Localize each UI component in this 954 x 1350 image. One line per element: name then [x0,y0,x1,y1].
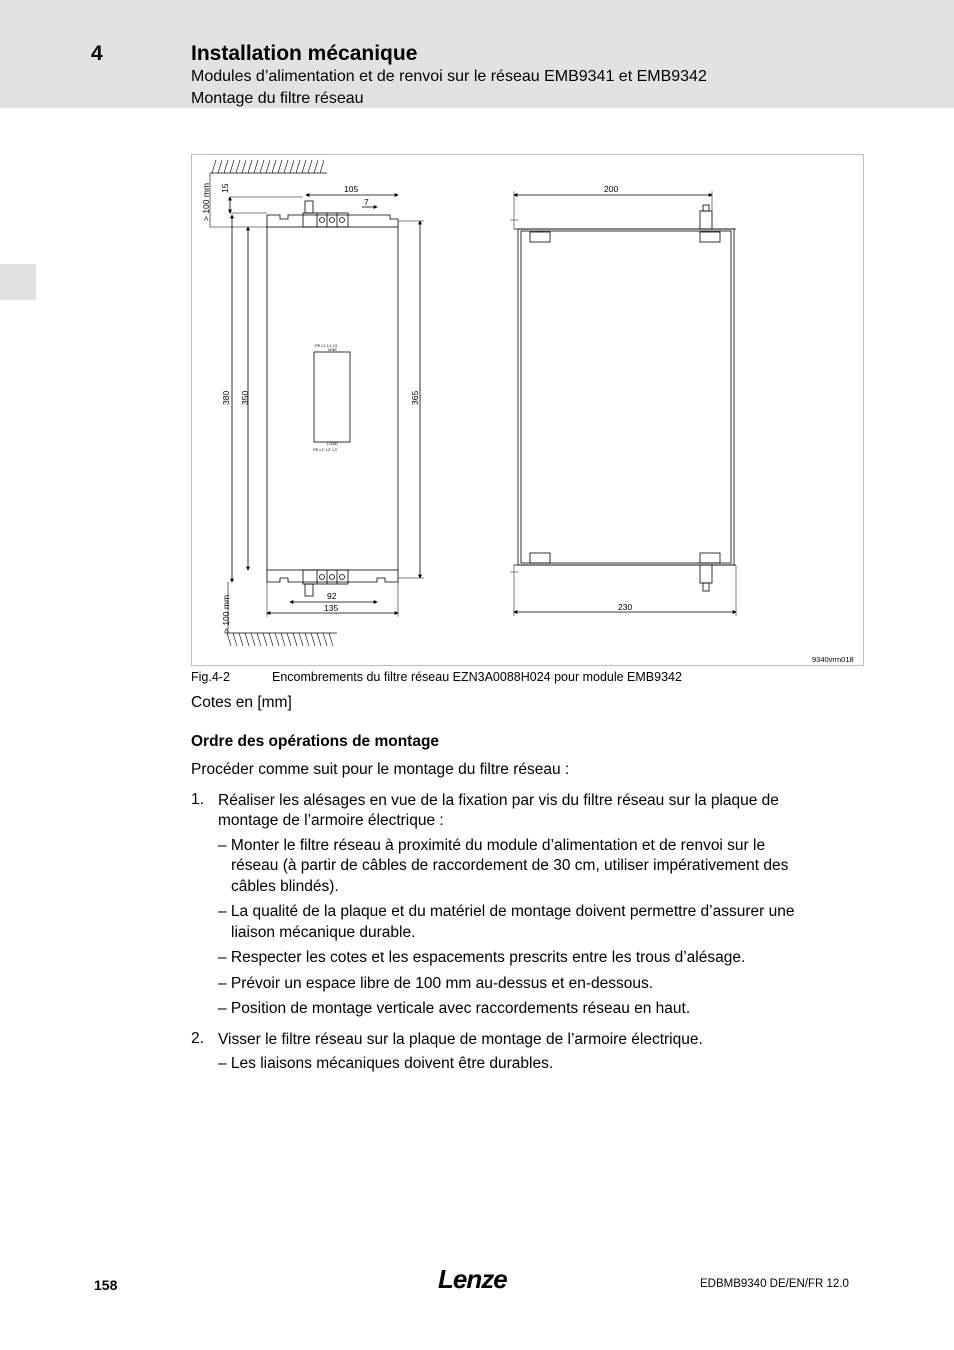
load-word: LOAD [327,441,338,446]
dim-350-label: 350 [240,390,250,405]
dim-365-label: 365 [410,390,420,405]
dim-380-label: 380 [221,390,231,405]
chapter-number: 4 [91,42,103,65]
dim-92-label: 92 [327,591,337,601]
bullet-line: – La qualité de la plaque et du matériel de montage doivent permettre d’assurer une [218,903,795,920]
bullet-line: – Monter le filtre réseau à proximité du module d’alimentation et de renvoi sur le [218,837,766,854]
page-number: 158 [94,1277,118,1293]
clearance-bottom-label: > 100 mm [221,594,231,633]
label-plate [314,352,350,442]
units-note: Cotes en [mm] [191,694,292,711]
side-bracket-bl [530,553,550,563]
chapter-subtitle: Modules d’alimentation et de renvoi sur le réseau EMB9341 et EMB9342 [191,68,707,85]
filter-body-front [267,227,398,570]
side-bracket-br [700,553,720,563]
load-terminal-labels: PE L1' L2' L3' [313,447,338,452]
line-terminal-labels: PE L1 L2 L3 [315,343,338,348]
intro-paragraph: Procéder comme suit pour le montage du filtre réseau : [191,761,570,778]
bottom-flange [267,570,398,582]
line-word: LINE [328,347,337,352]
top-pe-stud [305,201,313,213]
dim-135-label: 135 [324,603,339,613]
dim-200-label: 200 [604,184,619,194]
side-bracket-tr [700,232,720,242]
bottom-pe-stud [305,584,313,596]
wall-bottom-hatch [227,633,333,646]
step-number: 2. [191,1030,204,1047]
bullet-line: – Prévoir un espace libre de 100 mm au-dessus et en-dessous. [218,975,654,992]
dim-7-label: 7 [364,197,369,207]
bullet-line: liaison mécanique durable. [231,924,416,941]
figure-caption-number: Fig.4-2 [191,670,230,684]
chapter-title: Installation mécanique [191,42,418,65]
document-code: EDBMB9340 DE/EN/FR 12.0 [700,1278,849,1290]
clearance-top-label: > 100 mm [201,182,211,221]
figure-reference: 9340vrm018 [812,655,854,664]
side-tab-marker [0,264,36,300]
bullet-line: câbles blindés). [231,878,339,895]
step-number: 1. [191,791,204,808]
dim-105-label: 105 [344,184,359,194]
side-bottom-terminal [700,565,712,583]
lenze-logo: Lenze [438,1264,507,1294]
side-top-terminal [700,211,712,229]
wall-top-hatch [212,160,324,173]
dim-230-label: 230 [618,602,633,612]
bullet-line: réseau (à partir de câbles de raccordement de 30 cm, utiliser impérativement des [231,857,789,874]
side-bracket-tl [530,232,550,242]
filter-body-side [518,229,734,565]
step-text-line: Visser le filtre réseau sur la plaque de montage de l’armoire électrique. [218,1031,703,1048]
dim-15-label: 15 [220,183,230,193]
bullet-line: – Position de montage verticale avec raccordements réseau en haut. [218,1000,691,1017]
bullet-line: – Les liaisons mécaniques doivent être durables. [218,1055,554,1072]
drawing-svg [192,155,865,667]
header-band [0,0,954,108]
top-flange [267,215,398,227]
figure-caption-text: Encombrements du filtre réseau EZN3A0088H024 pour module EMB9342 [272,670,682,684]
bullet-line: – Respecter les cotes et les espacements prescrits entre les trous d’alésage. [218,949,746,966]
dimension-drawing [191,154,864,666]
section-heading: Ordre des opérations de montage [191,733,440,750]
step-text-line: Réaliser les alésages en vue de la fixation par vis du filtre réseau sur la plaque de [218,792,779,809]
step-text-line: montage de l’armoire électrique : [218,812,444,829]
section-subtitle: Montage du filtre réseau [191,90,364,107]
